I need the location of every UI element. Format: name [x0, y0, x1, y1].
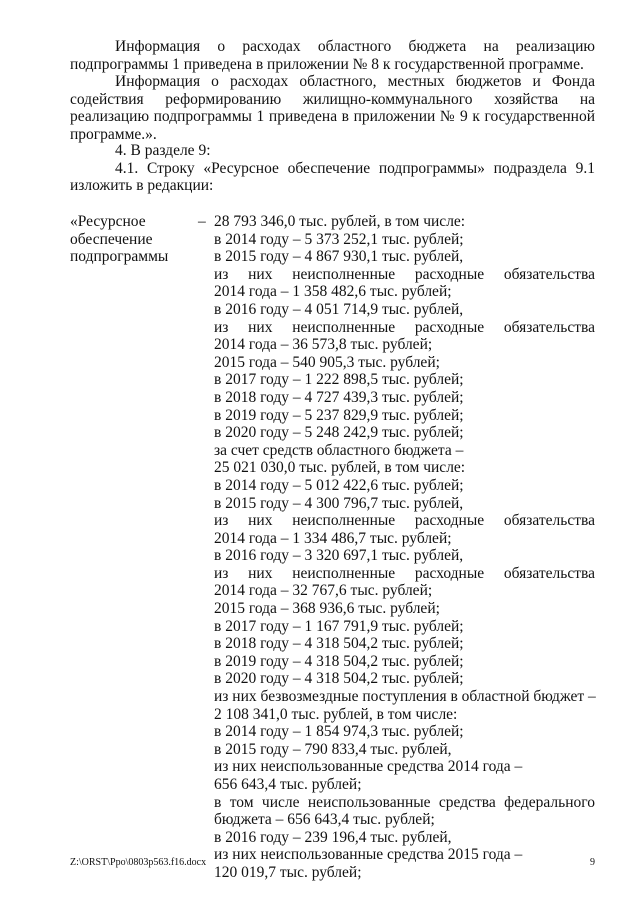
value-line: 2015 года – 540 905,3 тыс. рублей; [214, 353, 440, 371]
value-word: неисполненные [292, 564, 396, 582]
resource-label-line: «Ресурсное [70, 213, 146, 230]
value-word: расходные [414, 512, 485, 530]
value-word: них [248, 265, 273, 283]
value-line: в 2019 году – 5 237 829,9 тыс. рублей; [214, 406, 464, 424]
value-line: в 2014 году – 5 012 422,6 тыс. рублей; [214, 476, 464, 494]
value-word: неисполненные [292, 318, 396, 336]
value-word: из [214, 564, 229, 582]
value-line: в 2018 году – 4 727 439,3 тыс. рублей; [214, 388, 464, 406]
value-word: обязательства [503, 265, 595, 283]
value-line: бюджета – 656 643,4 тыс. рублей; [214, 811, 435, 829]
resource-label-line: обеспечение [70, 230, 153, 248]
value-line: в 2018 году – 4 318 504,2 тыс. рублей; [214, 635, 464, 653]
value-line [214, 565, 595, 583]
value-line [214, 794, 595, 812]
value-word: в [214, 793, 222, 811]
value-line: из них неиспользованные средства 2015 года – [214, 846, 523, 864]
value-line [214, 512, 595, 530]
value-line: в 2020 году – 4 318 504,2 тыс. рублей; [214, 670, 464, 688]
value-word: средства [438, 793, 496, 811]
value-line: 2014 года – 36 573,8 тыс. рублей; [214, 336, 433, 354]
page-number: 9 [590, 857, 595, 868]
paragraph-item-4-1: 4.1. Строку «Ресурсное обеспечение подпрограммы» подраздела 9.1 изложить в редакции: [70, 159, 595, 195]
footer-file-path: Z:\ORST\Ppo\0803p563.f16.docx [70, 857, 207, 868]
value-word: расходные [414, 564, 485, 582]
value-word: обязательства [503, 564, 595, 582]
value-line [214, 319, 595, 337]
value-line: 2014 года – 1 334 486,7 тыс. рублей; [214, 529, 452, 547]
paragraph-appendix-9: Информация о расходах областного, местных бюджетов и Фонда содействия реформированию жилищно-коммунального хозяйства на реализацию подпрограммы 1 приведена в приложении № 9 к государственной программе.». [70, 73, 595, 143]
paragraph-section-9: 4. В разделе 9: [115, 142, 211, 159]
value-word: числе [261, 793, 300, 811]
resource-values [214, 213, 595, 882]
value-line: в 2016 году – 239 196,4 тыс. рублей, [214, 828, 452, 846]
value-word: из [214, 512, 229, 530]
value-word: федерального [504, 793, 595, 811]
value-line: 25 021 030,0 тыс. рублей, в том числе: [214, 459, 466, 477]
value-line: 2014 года – 1 358 482,6 тыс. рублей; [214, 283, 452, 301]
value-line: в 2015 году – 790 833,4 тыс. рублей, [214, 740, 452, 758]
value-line: в 2019 году – 4 318 504,2 тыс. рублей; [214, 652, 464, 670]
value-word: обязательства [503, 512, 595, 530]
value-line: 120 019,7 тыс. рублей; [214, 863, 362, 881]
value-line: в 2015 году – 4 300 796,7 тыс. рублей, [214, 494, 464, 512]
value-line: в 2020 году – 5 248 242,9 тыс. рублей; [214, 424, 464, 442]
value-line: 656 643,4 тыс. рублей; [214, 776, 362, 793]
value-line: 28 793 346,0 тыс. рублей, в том числе: [214, 213, 466, 230]
value-word: из [214, 265, 229, 283]
value-line: из них неиспользованные средства 2014 года – [214, 758, 523, 776]
value-line [214, 266, 595, 284]
intro-block-1 [70, 38, 595, 144]
value-line: за счет средств областного бюджета – [214, 441, 464, 459]
value-line: в 2016 году – 3 320 697,1 тыс. рублей, [214, 547, 464, 565]
value-word: них [248, 564, 273, 582]
value-line: 2 108 341,0 тыс. рублей, в том числе: [214, 705, 458, 723]
value-word: них [248, 318, 273, 336]
value-word: том [229, 793, 254, 811]
value-word: неисполненные [292, 512, 396, 530]
value-line: в 2017 году – 1 167 791,9 тыс. рублей; [214, 617, 464, 635]
value-line: в 2014 году – 5 373 252,1 тыс. рублей; [214, 230, 464, 248]
value-line: в 2014 году – 1 854 974,3 тыс. рублей; [214, 723, 464, 741]
value-word: неисполненные [292, 265, 396, 283]
value-word: неиспользованные [307, 793, 431, 811]
value-word: них [248, 512, 273, 530]
value-word: расходные [414, 318, 485, 336]
label-dash: – [198, 213, 206, 230]
value-line: в 2015 году – 4 867 930,1 тыс. рублей, [214, 248, 464, 266]
value-word: расходные [414, 265, 485, 283]
value-word: обязательства [503, 318, 595, 336]
resource-label-line: подпрограммы [70, 248, 169, 266]
value-line: 2014 года – 32 767,6 тыс. рублей; [214, 582, 433, 600]
resource-label [70, 213, 195, 266]
value-line: из них безвозмездные поступления в областной бюджет – [214, 688, 596, 706]
value-line: в 2016 году – 4 051 714,9 тыс. рублей, [214, 300, 464, 318]
value-line: в 2017 году – 1 222 898,5 тыс. рублей; [214, 371, 464, 389]
paragraph-appendix-8: Информация о расходах областного бюджета на реализацию подпрограммы 1 приведена в приложении № 8 к государственной программе. [70, 38, 595, 73]
intro-block-2 [70, 142, 595, 195]
value-word: из [214, 318, 229, 336]
value-line: 2015 года – 368 936,6 тыс. рублей; [214, 600, 440, 618]
